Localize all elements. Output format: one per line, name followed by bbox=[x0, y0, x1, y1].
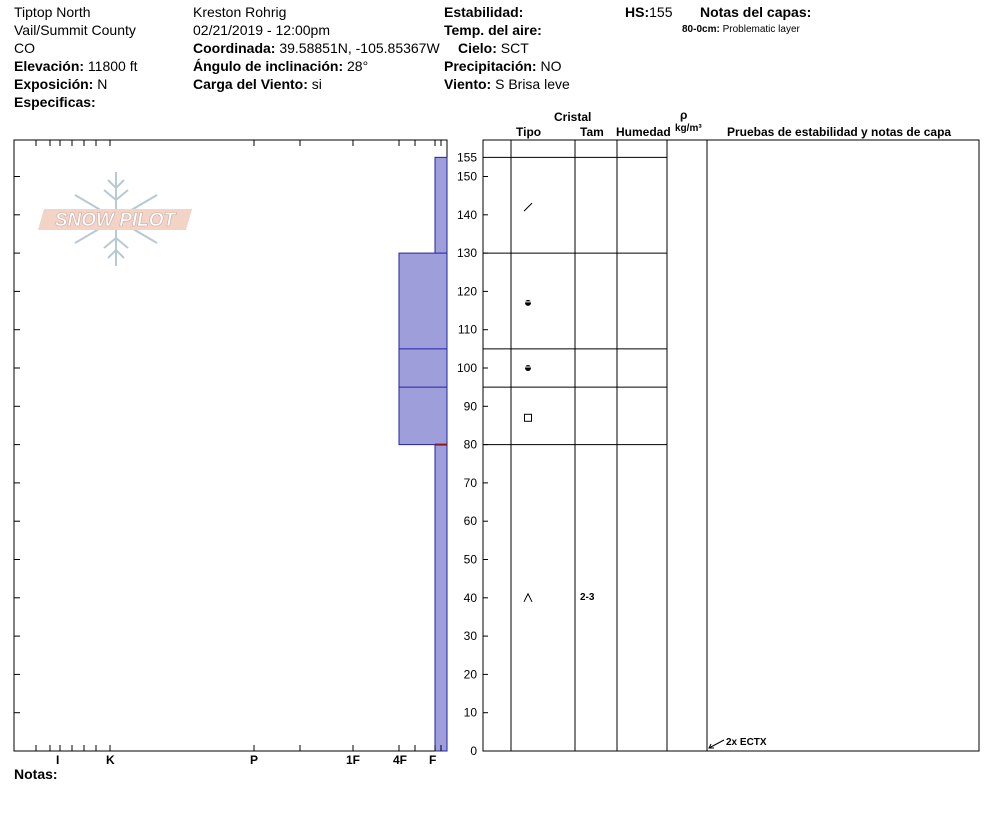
layer-note-text: Problematic layer bbox=[722, 24, 800, 35]
observer-name: Kreston Rohrig bbox=[193, 4, 287, 20]
coordinate-value: 39.58851N, -105.85367W bbox=[279, 40, 440, 56]
depth-label: 0 bbox=[470, 744, 477, 758]
depth-label: 140 bbox=[456, 207, 477, 222]
depth-label: 155 bbox=[456, 150, 477, 165]
stability-label: Estabilidad: bbox=[444, 4, 524, 20]
hs-label: HS: bbox=[625, 4, 650, 20]
depth-label: 120 bbox=[456, 284, 477, 299]
slope-value: 28° bbox=[347, 58, 369, 74]
hardness-label-k: K bbox=[106, 753, 115, 767]
tests-header: Pruebas de estabilidad y notas de capa bbox=[727, 125, 952, 139]
aspect-label: Exposición: bbox=[14, 76, 94, 92]
location-name: Tiptop North bbox=[14, 4, 91, 20]
stability-test-pointer bbox=[709, 740, 724, 748]
snowpilot-logo bbox=[38, 172, 192, 266]
moisture-header: Humedad bbox=[616, 125, 671, 139]
wind-label: Viento: bbox=[444, 76, 492, 92]
wind-load-value: si bbox=[311, 76, 322, 92]
state-name: CO bbox=[14, 40, 35, 56]
depth-label: 30 bbox=[463, 629, 477, 644]
sky-label: Cielo: bbox=[458, 40, 497, 56]
elevation-label: Elevación: bbox=[14, 58, 85, 74]
rounded-facets-icon bbox=[525, 300, 531, 306]
aspect-value: N bbox=[97, 76, 108, 92]
depth-label: 100 bbox=[456, 361, 477, 375]
hardness-layer bbox=[435, 157, 447, 751]
depth-label: 70 bbox=[463, 475, 477, 490]
grain-size-value: 2-3 bbox=[580, 592, 595, 603]
depth-label: 130 bbox=[456, 246, 477, 261]
hs-value: 155 bbox=[649, 4, 673, 20]
layer-note-range: 80-0cm: bbox=[682, 24, 720, 35]
precip-label: Precipitación: bbox=[444, 58, 537, 74]
stability-test-result: 2x ECTX bbox=[726, 737, 767, 748]
layer-notes-label: Notas del capas: bbox=[700, 4, 812, 20]
depth-hoar-icon bbox=[524, 594, 532, 602]
density-symbol: ρ bbox=[680, 108, 688, 122]
elevation-value: 11800 ft bbox=[87, 58, 138, 74]
region-name: Vail/Summit County bbox=[14, 22, 136, 38]
crystal-header: Cristal bbox=[554, 110, 592, 124]
wind-value: S Brisa leve bbox=[495, 76, 570, 92]
hardness-frame bbox=[14, 140, 447, 751]
notes-label: Notas: bbox=[14, 766, 58, 782]
hardness-label-i: I bbox=[56, 753, 60, 767]
depth-label: 150 bbox=[456, 169, 477, 184]
depth-label: 10 bbox=[463, 705, 477, 720]
specifics-label: Especificas: bbox=[14, 94, 96, 110]
sky-value: SCT bbox=[500, 40, 529, 56]
depth-label: 60 bbox=[463, 514, 477, 529]
hardness-label-4f: 4F bbox=[393, 753, 408, 767]
grain-table-frame bbox=[483, 140, 979, 751]
faceted-crystals-icon bbox=[525, 414, 532, 421]
observation-datetime: 02/21/2019 - 12:00pm bbox=[193, 22, 330, 38]
depth-label: 90 bbox=[463, 399, 477, 414]
depth-label: 80 bbox=[463, 437, 477, 452]
depth-label: 50 bbox=[463, 552, 477, 567]
depth-label: 110 bbox=[457, 322, 477, 337]
type-header: Tipo bbox=[516, 125, 542, 139]
hardness-label-1f: 1F bbox=[346, 753, 361, 767]
wind-load-label: Carga del Viento: bbox=[193, 76, 308, 92]
precipitation-particles-icon bbox=[524, 203, 532, 211]
logo-text: SNOW PILOT bbox=[54, 210, 176, 231]
precip-value: NO bbox=[540, 58, 562, 74]
size-header: Tam bbox=[580, 125, 604, 139]
depth-label: 40 bbox=[463, 590, 477, 605]
slope-label: Ángulo de inclinación: bbox=[193, 58, 344, 74]
density-unit: kg/m³ bbox=[675, 123, 702, 134]
hardness-label-p: P bbox=[250, 753, 259, 767]
depth-label: 20 bbox=[463, 667, 477, 682]
hardness-label-f: F bbox=[429, 753, 437, 767]
rounded-facets-icon bbox=[525, 365, 531, 371]
air-temp-label: Temp. del aire: bbox=[444, 22, 542, 38]
coordinate-label: Coordinada: bbox=[193, 40, 276, 56]
